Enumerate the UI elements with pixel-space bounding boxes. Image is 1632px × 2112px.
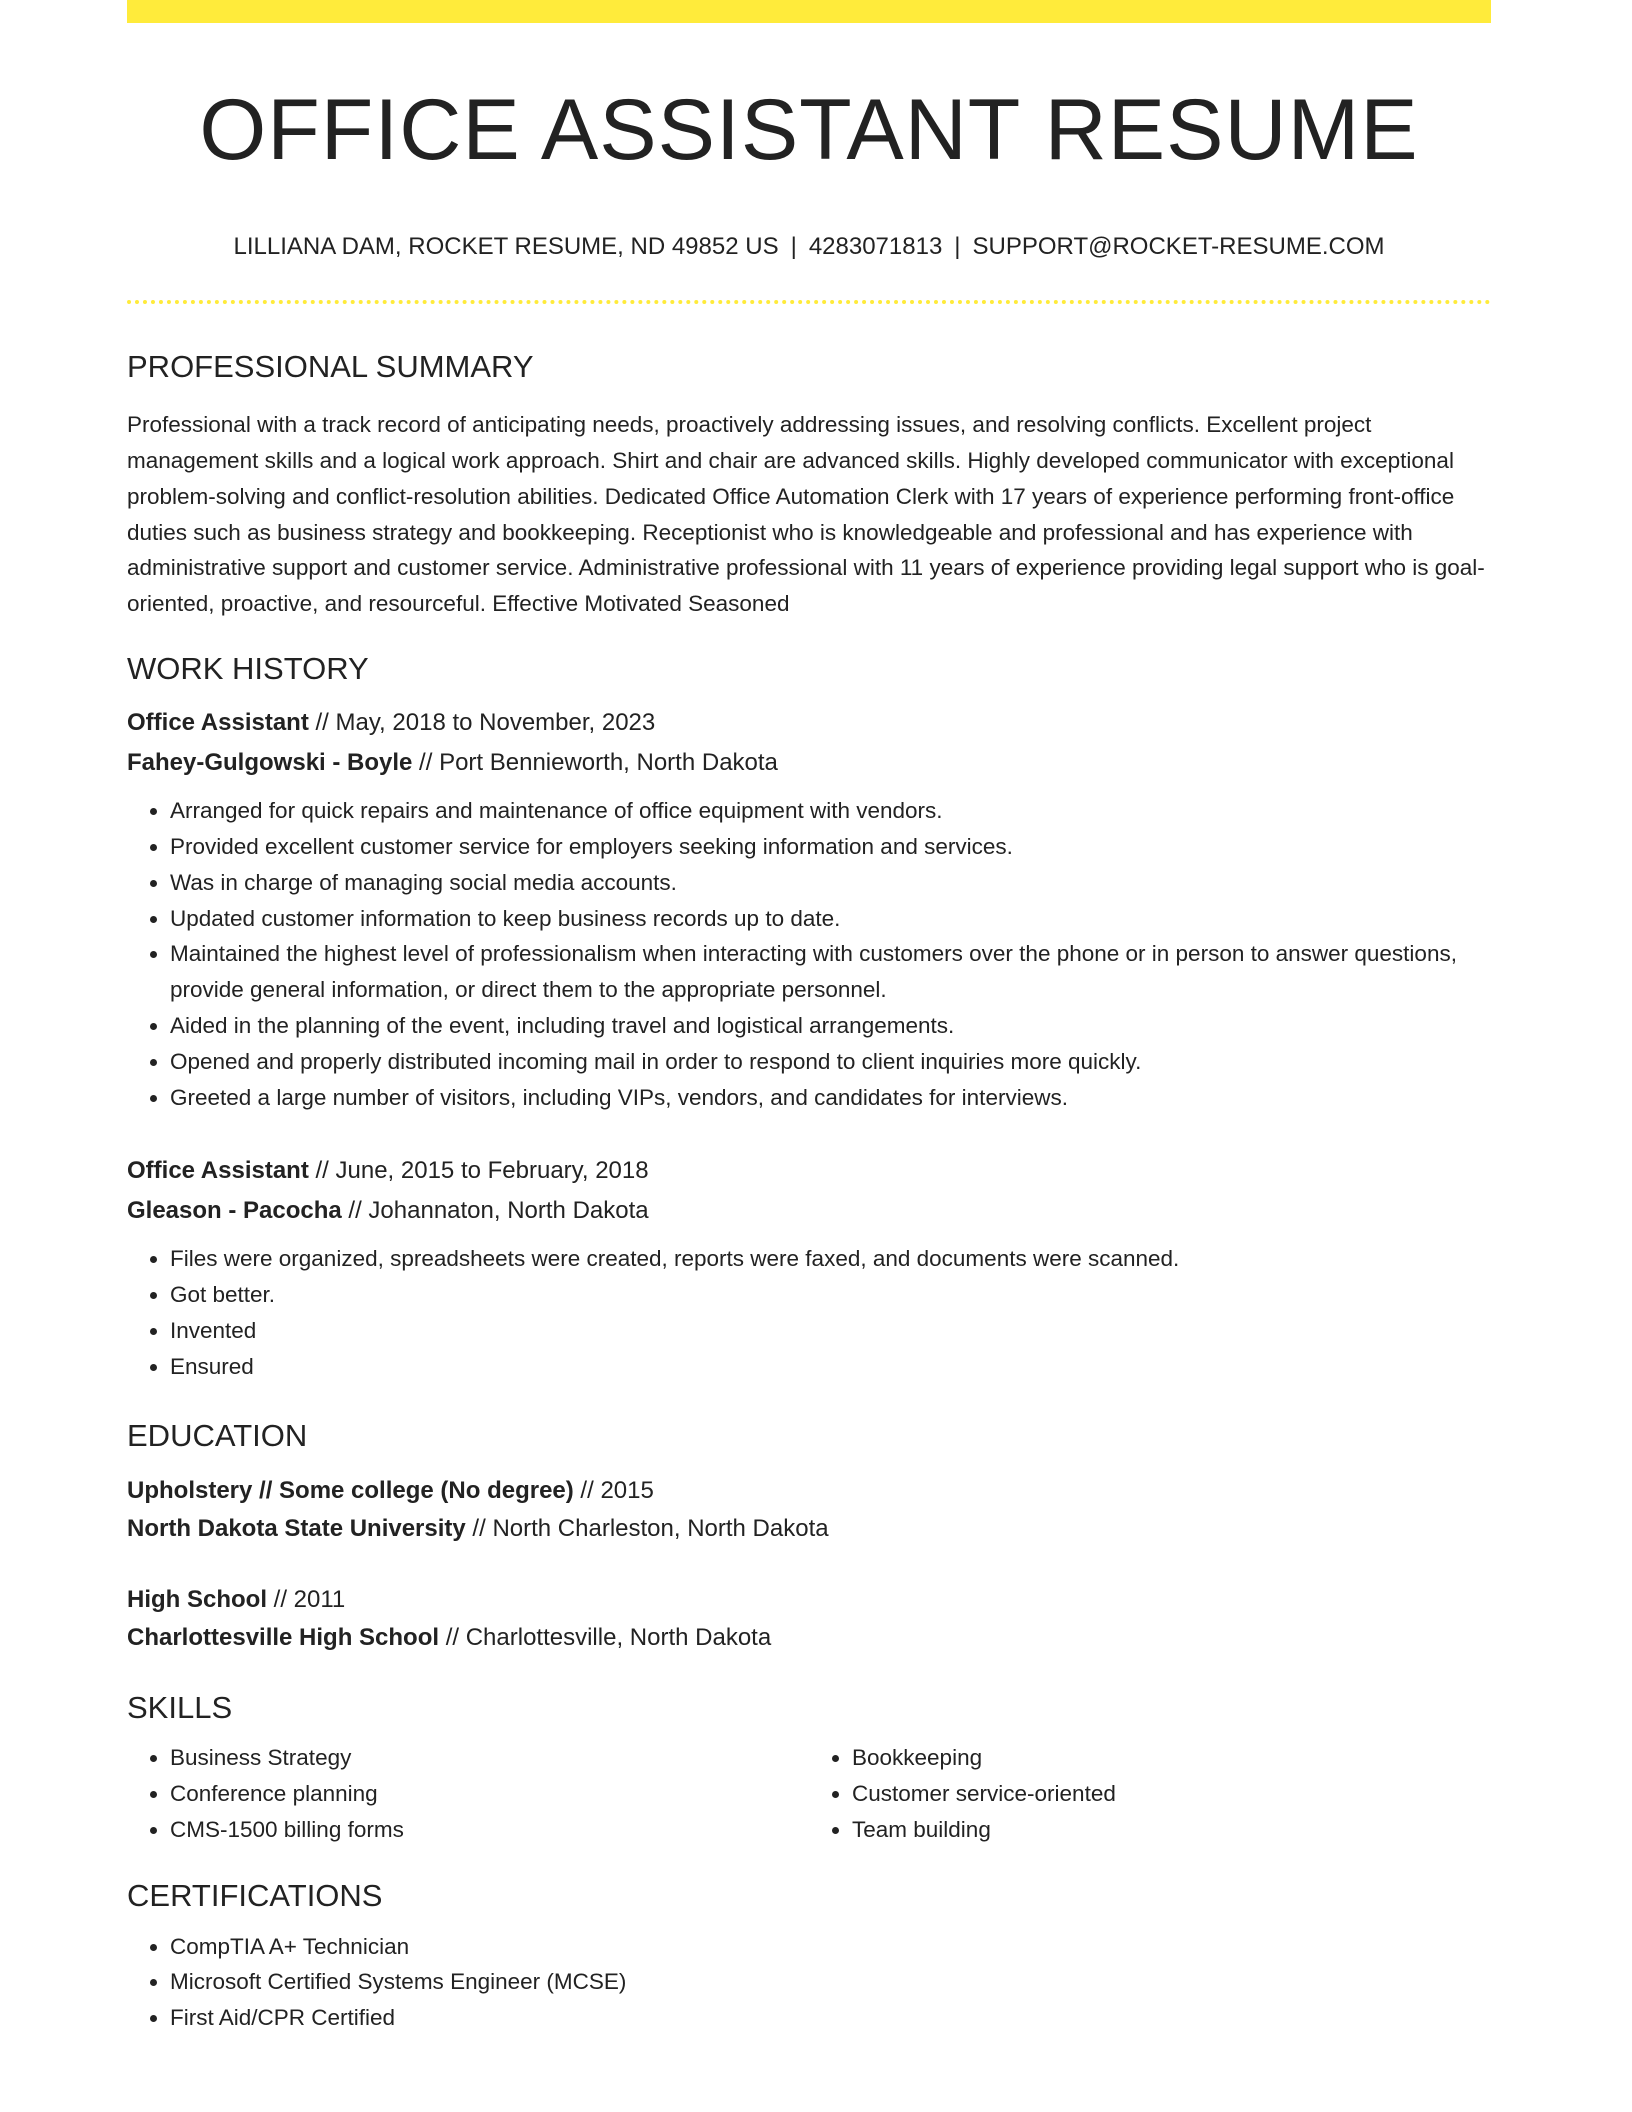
list-item: • Opened and properly distributed incoming mail in order to respond to client inquiries more quickly. bbox=[170, 1044, 1491, 1080]
list-item: • Was in charge of managing social media accounts. bbox=[170, 865, 1491, 901]
education-location: // Charlottesville, North Dakota bbox=[439, 1623, 772, 1651]
summary-heading: PROFESSIONAL SUMMARY bbox=[127, 349, 534, 385]
education-degree-line bbox=[127, 1581, 1491, 1619]
education-heading: EDUCATION bbox=[127, 1417, 308, 1453]
contact-separator: | bbox=[790, 233, 797, 261]
contact-separator: | bbox=[954, 233, 961, 261]
list-item: • Business Strategy bbox=[170, 1740, 809, 1776]
education-degree: Upholstery // Some college (No degree) bbox=[127, 1476, 574, 1504]
top-accent-bar bbox=[127, 0, 1491, 23]
work-history-heading: WORK HISTORY bbox=[127, 651, 369, 687]
resume-content bbox=[127, 0, 1491, 2036]
list-item: • Team building bbox=[852, 1812, 1491, 1848]
job-location: // Port Bennieworth, North Dakota bbox=[412, 749, 778, 777]
dotted-divider bbox=[127, 300, 1491, 304]
education-degree: High School bbox=[127, 1585, 267, 1613]
education-year: // 2015 bbox=[573, 1476, 654, 1504]
education-school-line bbox=[127, 1510, 1491, 1548]
education-school: Charlottesville High School bbox=[127, 1623, 440, 1651]
job-company: Fahey-Gulgowski - Boyle bbox=[127, 749, 413, 777]
job-title: Office Assistant bbox=[127, 1157, 309, 1185]
contact-email: SUPPORT@ROCKET-RESUME.COM bbox=[972, 233, 1385, 261]
job-title: Office Assistant bbox=[127, 709, 309, 737]
contact-line bbox=[127, 233, 1491, 262]
list-item: • Customer service-oriented bbox=[852, 1776, 1491, 1812]
skills-list-right bbox=[809, 1740, 1491, 1847]
skills-list-left bbox=[127, 1740, 809, 1847]
contact-phone: 4283071813 bbox=[808, 233, 943, 261]
education-school: North Dakota State University bbox=[127, 1514, 466, 1542]
list-item: • Files were organized, spreadsheets were created, reports were faxed, and documents were scanned. bbox=[170, 1241, 1491, 1277]
job-company: Gleason - Pacocha bbox=[127, 1197, 342, 1225]
job-dates: // June, 2015 to February, 2018 bbox=[308, 1157, 649, 1185]
list-item: • Aided in the planning of the event, including travel and logistical arrangements. bbox=[170, 1008, 1491, 1044]
skills-grid bbox=[127, 1740, 1491, 1847]
list-item: • Conference planning bbox=[170, 1776, 809, 1812]
job-company-line bbox=[127, 743, 1491, 783]
job-dates: // May, 2018 to November, 2023 bbox=[308, 709, 656, 737]
education-year: // 2011 bbox=[267, 1585, 346, 1613]
list-item: • Microsoft Certified Systems Engineer (MCSE) bbox=[170, 1964, 1491, 2000]
list-item: • Updated customer information to keep business records up to date. bbox=[170, 901, 1491, 937]
list-item: • Provided excellent customer service for employers seeking information and services. bbox=[170, 829, 1491, 865]
job-title-line bbox=[127, 703, 1491, 743]
list-item: • Ensured bbox=[170, 1349, 1491, 1385]
resume-title: OFFICE ASSISTANT RESUME bbox=[199, 82, 1419, 178]
list-item: • Bookkeeping bbox=[852, 1740, 1491, 1776]
contact-address: LILLIANA DAM, ROCKET RESUME, ND 49852 US bbox=[233, 233, 779, 261]
job-company-line bbox=[127, 1191, 1491, 1231]
certifications-heading: CERTIFICATIONS bbox=[127, 1878, 383, 1914]
list-item: • Arranged for quick repairs and maintenance of office equipment with vendors. bbox=[170, 793, 1491, 829]
education-school-line bbox=[127, 1619, 1491, 1657]
list-item: • Invented bbox=[170, 1313, 1491, 1349]
list-item: • First Aid/CPR Certified bbox=[170, 2000, 1491, 2036]
job-duties-list bbox=[127, 793, 1491, 1115]
list-item: • Maintained the highest level of professionalism when interacting with customers over the phone or in person to answer questions, provide general information, or direct them to the appropriate personnel. bbox=[170, 936, 1491, 1008]
job-duties-list bbox=[127, 1241, 1491, 1384]
certifications-list bbox=[127, 1929, 1491, 2036]
skills-heading: SKILLS bbox=[127, 1689, 233, 1725]
list-item: • CMS-1500 billing forms bbox=[170, 1812, 809, 1848]
education-degree-line bbox=[127, 1472, 1491, 1510]
education-location: // North Charleston, North Dakota bbox=[465, 1514, 829, 1542]
list-item: • CompTIA A+ Technician bbox=[170, 1929, 1491, 1965]
summary-text: Professional with a track record of anticipating needs, proactively addressing issues, and resolving conflicts. Excellent project management skills and a logical work approach. Shirt and chair are advanced skills. Highly developed communicator with exceptional problem-solving and conflict-resolution abilities. Dedicated Office Automation Clerk with 17 years of experience performing front-office duties such as business strategy and bookkeeping. Receptionist who is knowledgeable and professional and has experience with administrative support and customer service. Administrative professional with 11 years of experience providing legal support who is goal-oriented, proactive, and resourceful. Effective Motivated Seasoned bbox=[127, 412, 1485, 617]
job-title-line bbox=[127, 1151, 1491, 1191]
list-item: • Greeted a large number of visitors, including VIPs, vendors, and candidates for interviews. bbox=[170, 1080, 1491, 1116]
list-item: • Got better. bbox=[170, 1277, 1491, 1313]
job-location: // Johannaton, North Dakota bbox=[341, 1197, 649, 1225]
